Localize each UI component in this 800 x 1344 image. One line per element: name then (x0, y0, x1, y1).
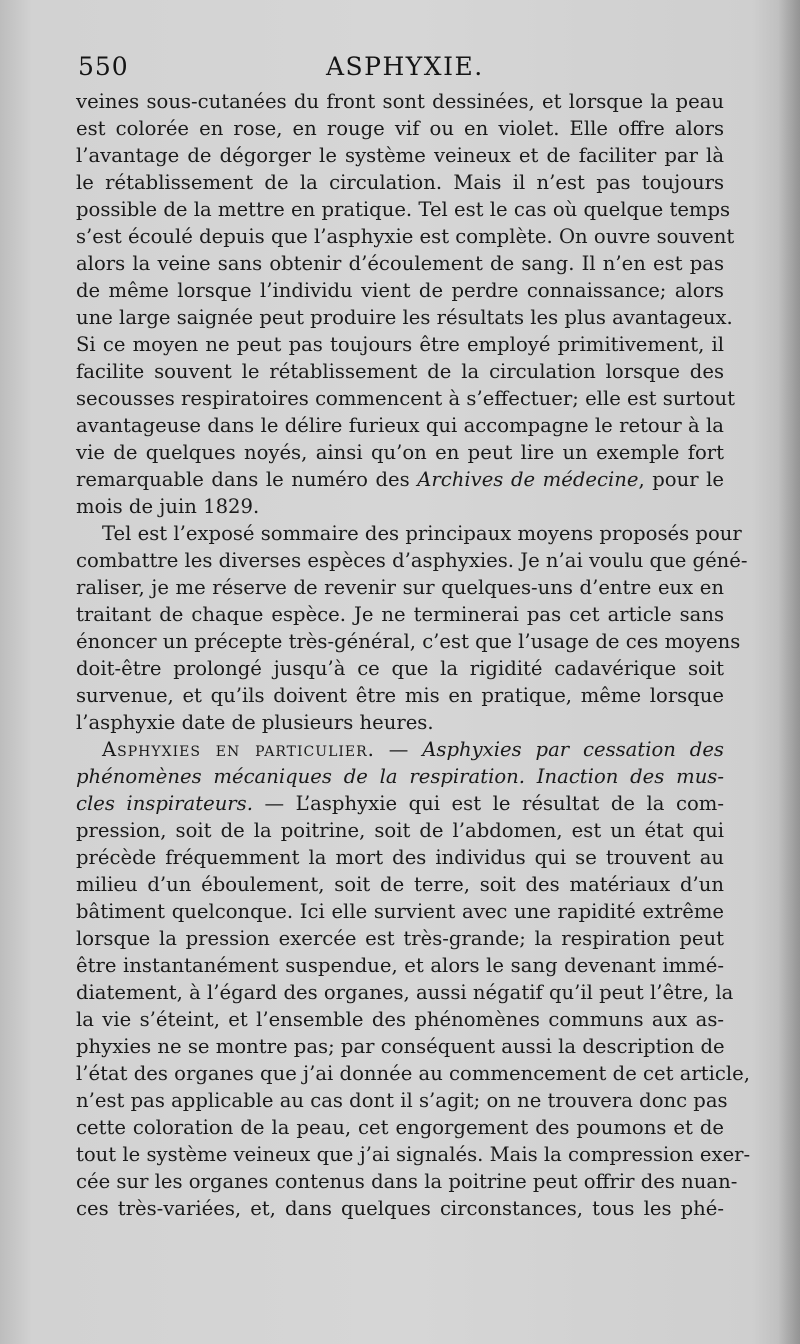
text-line: ces très-variées, et, dans quelques circonstances, tous les phé- (76, 1197, 724, 1220)
text-line: doit-être prolongé jusqu’à ce que la rigidité cadavérique soit (76, 657, 724, 680)
text-line: n’est pas applicable au cas dont il s’agit; on ne trouvera donc pas (76, 1089, 728, 1112)
text-line: phyxies ne se montre pas; par conséquent aussi la description de (76, 1035, 725, 1058)
text-line: être instantanément suspendue, et alors le sang devenant immé- (76, 954, 724, 977)
text-line: diatement, à l’égard des organes, aussi négatif qu’il peut l’être, la (76, 981, 734, 1004)
text-line: énoncer un précepte très-général, c’est que l’usage de ces moyens (76, 630, 741, 653)
text-line: raliser, je me réserve de revenir sur quelques-uns d’entre eux en (76, 576, 724, 599)
text-line: lorsque la pression exercée est très-grande; la respiration peut (76, 927, 724, 950)
text-line: cée sur les organes contenus dans la poitrine peut offrir des nuan- (76, 1170, 738, 1193)
text-line: alors la veine sans obtenir d’écoulement de sang. Il n’en est pas (76, 252, 724, 275)
text-line: combattre les diverses espèces d’asphyxies. Je n’ai voulu que géné- (76, 549, 748, 572)
text-line: remarquable dans le numéro des Archives de médecine, pour le (76, 468, 725, 491)
text-line: phénomènes mécaniques de la respiration. Inaction des mus- (76, 765, 724, 788)
running-head (78, 52, 718, 88)
text-line: l’asphyxie date de plusieurs heures. (76, 711, 434, 734)
text-line: bâtiment quelconque. Ici elle survient avec une rapidité extrême (76, 900, 724, 923)
section-heading-line: Asphyxies en particulier. — Asphyxies par cessation des (102, 738, 724, 761)
text-line: est colorée en rose, en rouge vif ou en violet. Elle offre alors (76, 117, 724, 140)
text-line: survenue, et qu’ils doivent être mis en pratique, même lorsque (76, 684, 724, 707)
text-line: une large saignée peut produire les résultats les plus avantageux. (76, 306, 733, 329)
section-heading: Asphyxies en particulier. (102, 738, 375, 761)
text-line: précède fréquemment la mort des individus qui se trouvent au (76, 846, 724, 869)
text-line: de même lorsque l’individu vient de perdre connaissance; alors (76, 279, 724, 302)
text-line: cette coloration de la peau, cet engorgement des poumons et de (76, 1116, 724, 1139)
page-number: 550 (78, 52, 129, 81)
text-line: s’est écoulé depuis que l’asphyxie est complète. On ouvre souvent (76, 225, 735, 248)
text-line: tout le système veineux que j’ai signalés. Mais la compression exer- (76, 1143, 751, 1166)
text-line: vie de quelques noyés, ainsi qu’on en peut lire un exemple fort (76, 441, 724, 464)
text-line: veines sous-cutanées du front sont dessinées, et lorsque la peau (76, 90, 724, 113)
text-line: milieu d’un éboulement, soit de terre, soit des matériaux d’un (76, 873, 724, 896)
text-line: l’avantage de dégorger le système veineux et de faciliter par là (76, 144, 724, 167)
body-text (76, 88, 751, 1222)
text-line: cles inspirateurs. — L’asphyxie qui est le résultat de la com- (76, 792, 724, 815)
text-line: la vie s’éteint, et l’ensemble des phénomènes communs aux as- (76, 1008, 724, 1031)
text-line: l’état des organes que j’ai donnée au commencement de cet article, (76, 1062, 750, 1085)
text-line: facilite souvent le rétablissement de la circulation lorsque des (76, 360, 724, 383)
text-line: traitant de chaque espèce. Je ne terminerai pas cet article sans (76, 603, 724, 626)
text-line: Si ce moyen ne peut pas toujours être employé primitivement, il (76, 333, 724, 356)
text-line: mois de juin 1829. (76, 495, 260, 518)
text-line: secousses respiratoires commencent à s’effectuer; elle est surtout (76, 387, 735, 410)
text-line: avantageuse dans le délire furieux qui accompagne le retour à la (76, 414, 724, 437)
text-line: possible de la mettre en pratique. Tel est le cas où quelque temps (76, 198, 731, 221)
text-line: pression, soit de la poitrine, soit de l’abdomen, est un état qui (76, 819, 724, 842)
text-line: le rétablissement de la circulation. Mais il n’est pas toujours (76, 171, 724, 194)
subsection-title: Asphyxies par cessation des (422, 738, 724, 761)
paragraph-start-line: Tel est l’exposé sommaire des principaux moyens proposés pour (102, 522, 742, 545)
running-title: ASPHYXIE. (326, 52, 484, 81)
journal-title: Archives de médecine (417, 468, 639, 491)
